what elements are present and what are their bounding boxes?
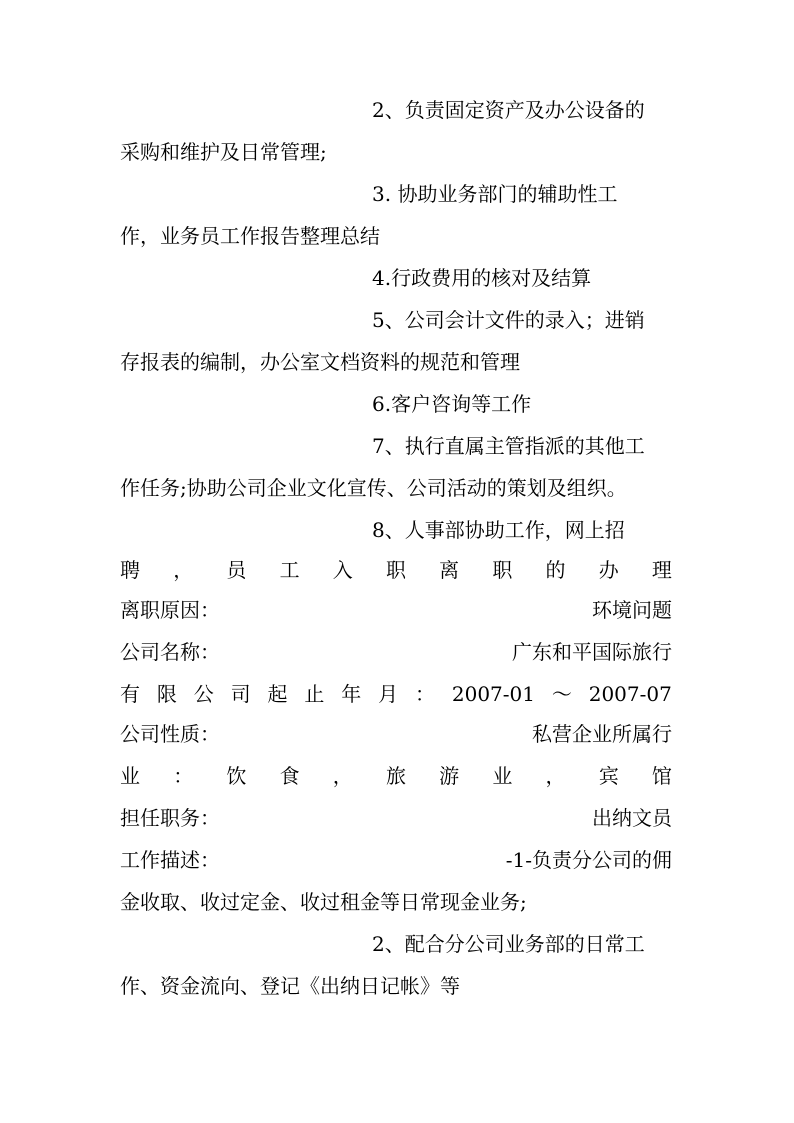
position-label: 担任职务： xyxy=(120,806,220,830)
char: 限 xyxy=(156,682,177,706)
char: 职 xyxy=(492,558,513,582)
desc-label: 工作描述： xyxy=(120,848,220,872)
company-name-row xyxy=(120,638,672,666)
char: ， xyxy=(332,764,353,788)
char: 有 xyxy=(120,682,140,706)
char: ， xyxy=(173,558,194,582)
char: 入 xyxy=(332,558,353,582)
char: 公 xyxy=(193,682,214,706)
text-line: 2、负责固定资产及办公设备的 xyxy=(372,98,645,122)
char: 月 xyxy=(378,682,399,706)
company-name-value: 广东和平国际旅行 xyxy=(512,640,672,664)
desc-value: -1-负责分公司的佣 xyxy=(505,848,672,872)
char: ： xyxy=(415,682,435,706)
leave-reason-row xyxy=(120,596,672,624)
desc-row xyxy=(120,846,672,874)
char: 工 xyxy=(279,558,300,582)
company-type-row xyxy=(120,720,672,748)
char: 饮 xyxy=(226,764,247,788)
char: 食 xyxy=(279,764,300,788)
text-line: 4.行政费用的核对及结算 xyxy=(372,266,592,290)
text-line: 作，业务员工作报告整理总结 xyxy=(120,224,380,248)
company-name-label: 公司名称： xyxy=(120,640,220,664)
char: 业 xyxy=(120,764,140,788)
char: 职 xyxy=(385,558,406,582)
text-line: 存报表的编制，办公室文档资料的规范和管理 xyxy=(120,350,520,374)
text-line: 采购和维护及日常管理; xyxy=(120,140,327,164)
char: ， xyxy=(545,764,566,788)
industry-row xyxy=(120,762,672,790)
char: 司 xyxy=(230,682,251,706)
leave-reason-label: 离职原因： xyxy=(120,598,220,622)
char: 理 xyxy=(651,558,672,582)
period-start: 2007-01 xyxy=(451,682,535,706)
position-row xyxy=(120,804,672,832)
position-value: 出纳文员 xyxy=(592,806,672,830)
company-type-label: 公司性质： xyxy=(120,722,220,746)
period-row xyxy=(120,680,672,708)
char: 馆 xyxy=(651,764,672,788)
text-line: 3. 协助业务部门的辅助性工 xyxy=(372,182,618,206)
text-line: 2、配合分公司业务部的日常工 xyxy=(372,932,645,956)
char: 聘 xyxy=(120,558,140,582)
char: 游 xyxy=(439,764,460,788)
char: 年 xyxy=(341,682,362,706)
char: ～ xyxy=(551,682,572,706)
char: 止 xyxy=(304,682,325,706)
text-line: 5、公司会计文件的录入；进销 xyxy=(372,308,645,332)
char: 离 xyxy=(439,558,460,582)
text-line: 作任务;协助公司企业文化宣传、公司活动的策划及组织。 xyxy=(120,476,627,500)
period-end: 2007-07 xyxy=(588,682,672,706)
char: 旅 xyxy=(385,764,406,788)
recruit-line xyxy=(120,556,672,584)
char: ： xyxy=(173,764,194,788)
text-line: 7、执行直属主管指派的其他工 xyxy=(372,434,645,458)
char: 宾 xyxy=(598,764,619,788)
char: 办 xyxy=(598,558,619,582)
text-line: 金收取、收过定金、收过租金等日常现金业务; xyxy=(120,890,527,914)
text-line: 8、人事部协助工作，网上招 xyxy=(372,518,625,542)
leave-reason-value: 环境问题 xyxy=(592,598,672,622)
text-line: 6.客户咨询等工作 xyxy=(372,392,532,416)
char: 起 xyxy=(267,682,288,706)
company-type-value: 私营企业所属行 xyxy=(532,722,672,746)
char: 的 xyxy=(545,558,566,582)
char: 业 xyxy=(492,764,513,788)
text-line: 作、资金流向、登记《出纳日记帐》等 xyxy=(120,974,460,998)
char: 员 xyxy=(226,558,247,582)
